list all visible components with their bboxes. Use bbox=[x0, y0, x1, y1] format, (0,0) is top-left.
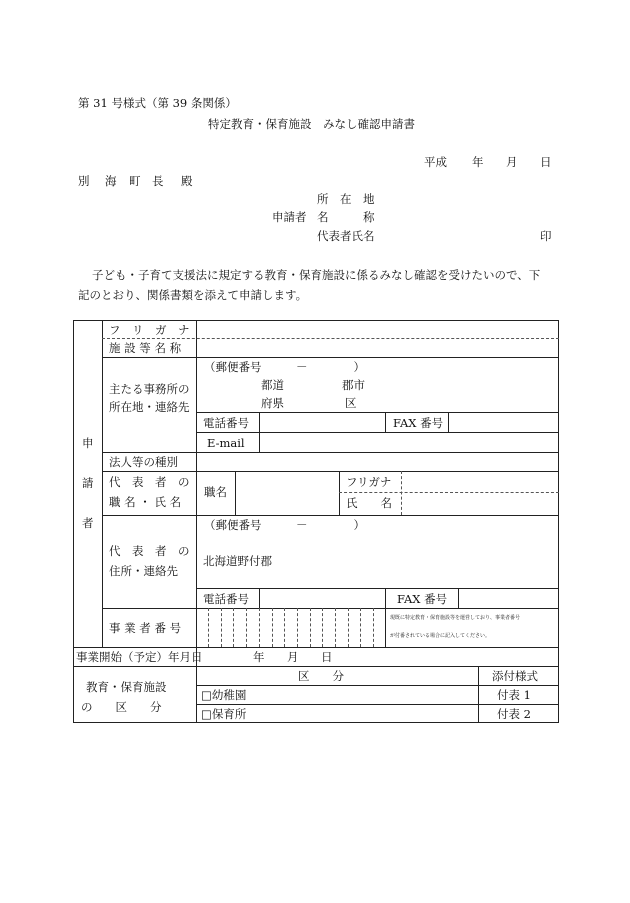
facility-name-label: 施 設 等 名 称 bbox=[109, 341, 182, 355]
addressee-char-5: 殿 bbox=[181, 174, 193, 188]
date-month: 月 bbox=[506, 155, 518, 169]
fax-label: FAX 番号 bbox=[393, 416, 444, 430]
business-number-label: 事 業 者 番 号 bbox=[109, 621, 182, 635]
rep-address-label-2: 住所・連絡先 bbox=[109, 564, 178, 578]
attach-form-2: 付表 2 bbox=[497, 707, 531, 721]
start-year-label: 年 bbox=[253, 650, 265, 664]
applicant-address-label: 所 在 地 bbox=[317, 192, 375, 206]
attached-form-header: 添付様式 bbox=[492, 669, 538, 683]
gunshi-label: 郡市 bbox=[342, 378, 365, 392]
option-nursery[interactable]: □保育所 bbox=[201, 707, 247, 721]
business-number-note-1: 現既に特定教育・保育施設等を運営しており、事業者番号 bbox=[390, 615, 521, 621]
applicant-name-label: 名 称 bbox=[317, 210, 375, 224]
document-title: 特定教育・保育施設 みなし確認申請書 bbox=[208, 117, 415, 131]
furigana-2-label: フリガナ bbox=[346, 475, 392, 489]
rep-title-label-1: 代 表 者 の bbox=[109, 475, 190, 489]
start-date-label: 事業開始（予定）年月日 bbox=[76, 650, 203, 664]
rep-title-label-2: 職 名 ・ 氏 名 bbox=[109, 495, 182, 509]
fax-2-label: FAX 番号 bbox=[397, 592, 448, 606]
phone-label: 電話番号 bbox=[203, 416, 249, 430]
option-kindergarten[interactable]: □幼稚園 bbox=[201, 688, 247, 702]
rep-address-label-1: 代 表 者 の bbox=[109, 544, 190, 558]
main-office-label-2: 所在地・連絡先 bbox=[109, 400, 190, 414]
date-year: 年 bbox=[472, 155, 484, 169]
date-era: 平成 bbox=[424, 155, 447, 169]
side-char-3: 者 bbox=[82, 516, 94, 530]
hokkaido-label: 北海道野付郡 bbox=[203, 554, 272, 568]
rep-postal-code-label: （郵便番号 － ） bbox=[204, 518, 365, 532]
ku-label: 区 bbox=[345, 396, 357, 410]
category-label-1: 教育・保育施設 bbox=[86, 680, 167, 694]
addressee-char-2: 海 bbox=[105, 174, 117, 188]
form-number: 第 31 号様式（第 39 条関係） bbox=[78, 96, 237, 110]
intro-line-1: 子ども・子育て支援法に規定する教育・保育施設に係るみなし確認を受けたいので、下 bbox=[92, 268, 541, 282]
kubun-header: 区 分 bbox=[298, 669, 344, 683]
todo-label: 都道 bbox=[261, 378, 284, 392]
intro-line-2: 記のとおり、関係書類を添えて申請します。 bbox=[78, 288, 308, 302]
name-2-label: 氏 名 bbox=[346, 496, 392, 510]
start-day-label: 日 bbox=[321, 650, 333, 664]
side-char-2: 請 bbox=[82, 476, 94, 490]
furigana-label: フ リ ガ ナ bbox=[109, 323, 190, 337]
corp-type-label: 法人等の種別 bbox=[109, 455, 178, 469]
fuken-label: 府県 bbox=[261, 396, 284, 410]
applicant-rep-label: 代表者氏名 bbox=[317, 229, 375, 243]
addressee-char-1: 別 bbox=[78, 174, 90, 188]
seal-mark: 印 bbox=[540, 229, 552, 243]
addressee-char-4: 長 bbox=[152, 174, 164, 188]
business-number-note-2: が付番されている場合に記入してください。 bbox=[390, 633, 491, 639]
application-form-table bbox=[73, 320, 559, 723]
email-label: E-mail bbox=[207, 436, 245, 450]
phone-2-label: 電話番号 bbox=[203, 592, 249, 606]
start-month-label: 月 bbox=[287, 650, 299, 664]
main-office-label-1: 主たる事務所の bbox=[109, 382, 190, 396]
title-label: 職名 bbox=[204, 485, 227, 499]
side-char-1: 申 bbox=[82, 436, 94, 450]
postal-code-label: （郵便番号 － ） bbox=[204, 360, 365, 374]
addressee-char-3: 町 bbox=[129, 174, 141, 188]
category-label-2: の 区 分 bbox=[81, 700, 162, 714]
applicant-label: 申請者 bbox=[272, 210, 307, 224]
date-day: 日 bbox=[540, 155, 552, 169]
attach-form-1: 付表 1 bbox=[497, 688, 531, 702]
